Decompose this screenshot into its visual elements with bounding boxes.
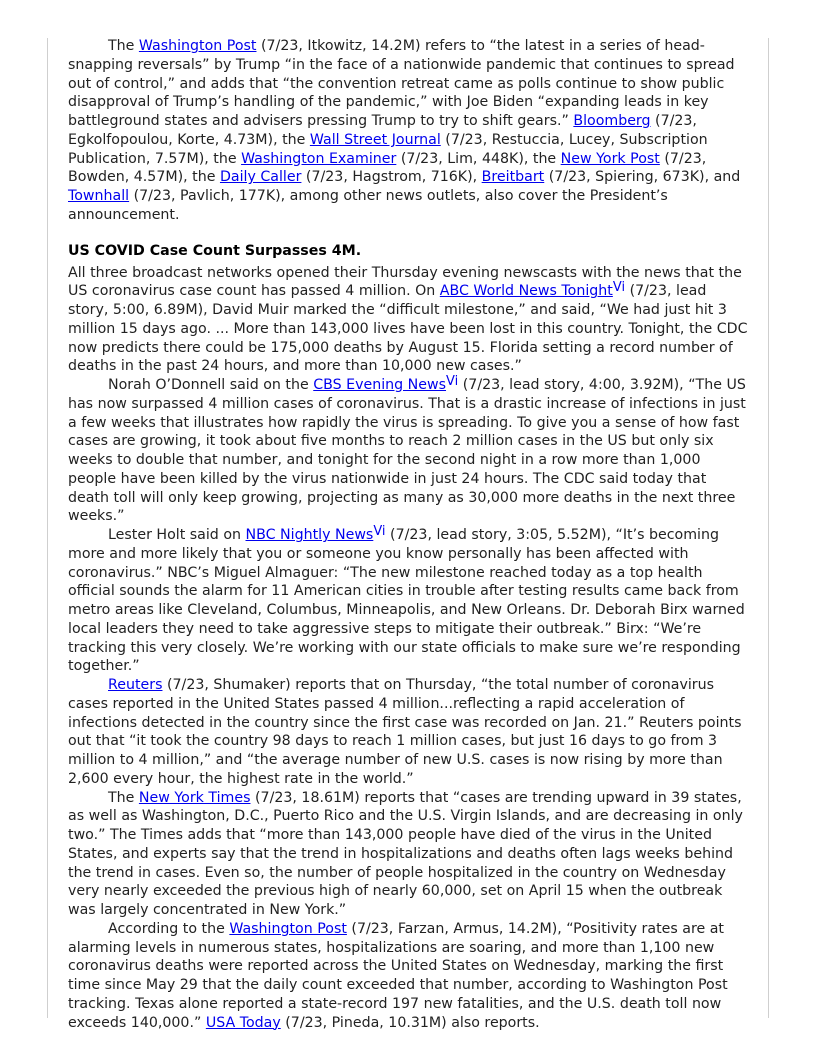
- paragraph-reuters: [68, 676, 750, 789]
- link-nbc-nightly-news[interactable]: NBC Nightly News: [245, 527, 374, 543]
- text-run: According to the: [108, 920, 230, 937]
- intro-paragraph: [68, 37, 750, 225]
- text-run: (7/23, Shumaker) reports that on Thursday, “the total number of coronavirus cases reported in the United States passed 4 million...reflecting a rapid acceleration of infections detected in the country since the first case was recorded on Jan. 21.” Reuters points out that “it took the country 98 days to reach 1 million cases, but just 16 days to go from 3 million to 4 million,” and “the average number of new U.S. cases is now rising by more than 2,600 every hour, the highest rate in the world.”: [68, 677, 742, 787]
- text-run: (7/23, lead story, 3:05, 5.52M), “It’s becoming more and more likely that you or someone you know personally has been affected with coronavirus.” NBC’s Miguel Almaguer: “The new milestone reached today as a top health official sounds the alarm for 11 American cities in trouble after testing results came back from metro areas like Cleveland, Columbus, Minneapolis, and New Orleans. Dr. Deborah Birx warned local leaders they need to take aggressive steps to mitigate their outbreak.” Birx: “We’re tracking this very closely. We’re working with our state officials to make sure we’re responding together.”: [68, 527, 745, 675]
- link-abc-world-news-tonight[interactable]: ABC World News Tonight: [439, 283, 613, 300]
- text-run: (7/23, Pineda, 10.31M) also reports.: [280, 1014, 540, 1031]
- text-run: (7/23, Lim, 448K), the: [396, 150, 561, 167]
- paragraph-abc: [68, 264, 750, 377]
- link-breitbart[interactable]: Breitbart: [481, 169, 545, 186]
- paragraph-cbs: [68, 376, 750, 526]
- link-reuters[interactable]: Reuters: [108, 677, 163, 693]
- text-run: (7/23, Restuccia, Lucey, Subscription Publication, 7.57M), the: [68, 131, 708, 167]
- text-run: (7/23, Spiering, 673K), and: [544, 169, 741, 186]
- paragraph-nbc: [68, 526, 750, 676]
- article-body: [68, 37, 750, 1032]
- text-run: All three broadcast networks opened their Thursday evening newscasts with the news that the US coronavirus case count has passed 4 million. On: [68, 264, 742, 300]
- section-heading: US COVID Case Count Surpasses 4M.: [68, 242, 362, 259]
- link-townhall[interactable]: Townhall: [68, 188, 130, 204]
- video-icon[interactable]: Vi: [612, 280, 626, 296]
- text-run: (7/23, Egkolfopoulou, Korte, 4.73M), the: [68, 113, 697, 148]
- video-icon[interactable]: Vi: [446, 374, 459, 389]
- text-run: (7/23, Hagstrom, 716K),: [301, 169, 482, 186]
- link-wall-street-journal[interactable]: Wall Street Journal: [309, 131, 441, 148]
- text-run: The: [108, 38, 139, 54]
- text-run: (7/23, Bowden, 4.57M), the: [68, 150, 707, 186]
- link-washington-examiner[interactable]: Washington Examiner: [241, 150, 397, 167]
- link-cbs-evening-news[interactable]: CBS Evening News: [313, 377, 447, 393]
- paragraph-nyt: [68, 789, 750, 920]
- text-run: (7/23, Pavlich, 177K), among other news outlets, also cover the President’s announcement.: [68, 188, 668, 223]
- link-new-york-times[interactable]: New York Times: [138, 789, 251, 806]
- paragraph-washington-post: [68, 920, 750, 1033]
- right-margin-rule: [768, 38, 769, 1018]
- link-bloomberg[interactable]: Bloomberg: [573, 113, 651, 129]
- text-run: The: [108, 789, 139, 806]
- text-run: (7/23, lead story, 4:00, 3.92M), “The US has now surpassed 4 million cases of coronavirus. That is a drastic increase of infections in just a few weeks that illustrates how rapidly the virus is spreading. To give you a sense of how fast cases are growing, it took about five months to reach 2 million cases in the US but only six weeks to double that number, and tonight for the second night in a row more than 1,000 people have been killed by the virus nationwide in just 24 hours. The CDC said today that death toll will only keep growing, projecting as many as 30,000 more deaths in the next three weeks.”: [68, 377, 746, 525]
- text-run: (7/23, Itkowitz, 14.2M) refers to “the latest in a series of head-snapping reversals” by Trump “in the face of a nationwide pandemic that continues to spread out of control,” and adds that “the convention retreat came as polls continue to show public disapproval of Trump’s handling of the pandemic,” with Joe Biden “expanding leads in key battleground states and advisers pressing Trump to try to shift gears.”: [68, 38, 735, 129]
- link-washington-post[interactable]: Washington Post: [138, 38, 257, 54]
- video-icon[interactable]: Vi: [373, 524, 386, 539]
- text-run: (7/23, Farzan, Armus, 14.2M), “Positivity rates are at alarming levels in numerous states, hospitalizations are soaring, and more than 1,100 new coronavirus deaths were reported across the United States on Wednesday, marking the first time since May 29 that the daily count exceeded that number, according to Washington Post tracking. Texas alone reported a state-record 197 new fatalities, and the U.S. death toll now exceeds 140,000.”: [68, 920, 728, 1031]
- link-washington-post-2[interactable]: Washington Post: [229, 920, 347, 937]
- text-run: Lester Holt said on: [108, 527, 246, 543]
- text-run: Norah O’Donnell said on the: [108, 377, 314, 393]
- text-run: (7/23, lead story, 5:00, 6.89M), David Muir marked the “difficult milestone,” and said, “We had just hit 3 million 15 days ago. ... More than 143,000 lives have been lost in this country. Tonight, the CDC now predicts there could be 175,000 deaths by August 15. Florida setting a record number of deaths in the past 24 hours, and more than 10,000 new cases.”: [68, 283, 748, 375]
- link-new-york-post[interactable]: New York Post: [560, 150, 660, 167]
- link-usa-today[interactable]: USA Today: [205, 1014, 281, 1031]
- link-daily-caller[interactable]: Daily Caller: [219, 169, 302, 186]
- text-run: (7/23, 18.61M) reports that “cases are trending upward in 39 states, as well as Washington, D.C., Puerto Rico and the U.S. Virgin Islands, and are decreasing in only two.” The Times adds that “more than 143,000 people have died of the virus in the United States, and experts say that the trend in hospitalizations and deaths often lags weeks behind the trend in cases. Even so, the number of people hospitalized in the country on Wednesday very nearly exceeded the previous high of nearly 60,000, set on April 15 when the outbreak was largely concentrated in New York.”: [68, 789, 743, 918]
- left-margin-rule: [47, 38, 48, 1018]
